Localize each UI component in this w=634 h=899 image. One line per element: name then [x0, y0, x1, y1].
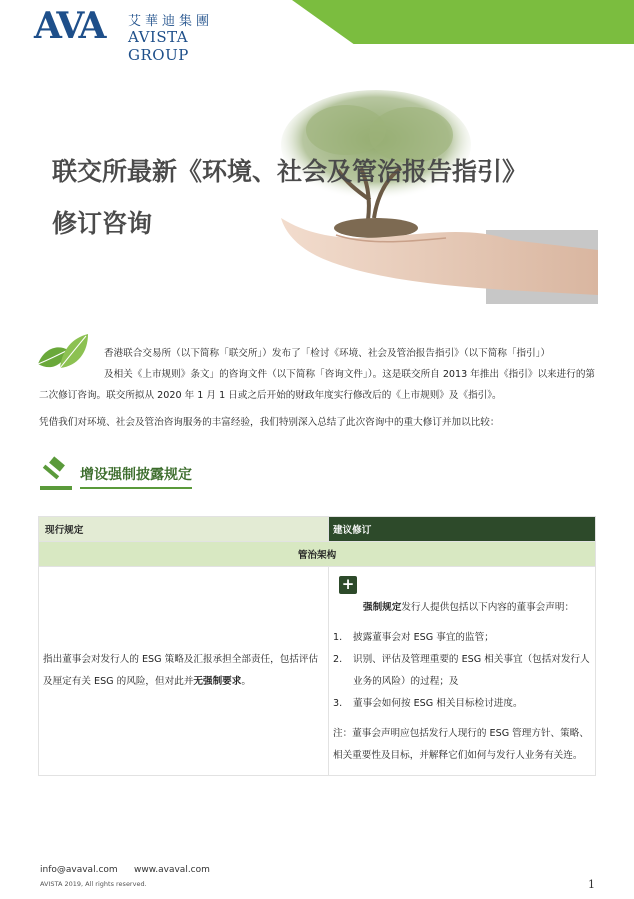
- intro-paragraph-2: 凭借我们对环境、社会及管治咨询服务的丰富经验，我们特别深入总结了此次咨询中的重大修订并加以比较：: [39, 417, 500, 428]
- header-green-banner: [292, 0, 634, 44]
- list-item: 1. 披露董事会对 ESG 事宜的监管；: [333, 632, 494, 643]
- footer-copyright: AVISTA 2019, All rights reserved.: [40, 880, 147, 888]
- footer-website: www.avaval.com: [134, 865, 210, 875]
- header-current-rules: 现行规定: [39, 517, 329, 542]
- proposed-rule-cell: [329, 567, 596, 776]
- title-line-2: 修订咨询: [52, 209, 153, 238]
- header-proposed-changes: 建议修订: [329, 517, 596, 542]
- current-rule-text: 指出董事会对发行人的 ESG 策略及汇报承担全部责任，包括评估及厘定有关 ESG 的风险，但对此并: [43, 654, 319, 687]
- logo-mark: AVA: [34, 5, 104, 47]
- footer-email: info@avaval.com: [40, 865, 118, 875]
- logo-chinese-name: 艾華迪集團: [128, 14, 214, 29]
- requirements-list: [333, 627, 591, 715]
- page-title: [52, 146, 572, 250]
- title-line-1: 联交所最新《环境、社会及管治报告指引》: [52, 157, 528, 186]
- proposed-lead-text: 发行人提供包括以下内容的董事会声明：: [401, 602, 575, 613]
- avista-logo: [34, 5, 254, 64]
- intro-paragraph-line-1: 香港联合交易所（以下简称「联交所」）发布了「检讨《环境、社会及管治报告指引》（以下简称「指引」）: [104, 348, 551, 359]
- intro-paragraph-continued: [39, 364, 599, 406]
- section-title: 增设强制披露规定: [80, 464, 192, 489]
- list-item: 3. 董事会如何按 ESG 相关目标检讨进度。: [333, 698, 523, 709]
- intro-paragraph-rest: 及相关《上市规则》条文」的咨询文件（以下简称「咨询文件」）。这是联交所自 2013 年推出《指引》以来进行的第二次修订咨询。联交所拟从 2020 年 1 月 1 日或之后开始的财政年度实行修改后的《上市规则》及《指引》。: [39, 369, 596, 401]
- current-rule-emphasis: 无强制要求: [193, 676, 242, 687]
- current-rule-cell: [39, 567, 329, 776]
- proposed-lead-emphasis: 强制规定: [363, 602, 402, 613]
- category-row: 管治架构: [39, 542, 596, 567]
- page-number: 1: [588, 878, 595, 891]
- list-item: 2. 识别、评估及管理重要的 ESG 相关事宜（包括对发行人业务的风险）的过程；及: [333, 654, 590, 687]
- comparison-table: [38, 516, 596, 776]
- logo-english-name: AVISTA GROUP: [128, 28, 189, 64]
- plus-icon: +: [339, 576, 357, 594]
- gavel-icon: [38, 456, 74, 492]
- current-rule-end: 。: [241, 676, 251, 687]
- note-text: 注：董事会声明应包括发行人现行的 ESG 管理方针、策略、相关重要性及目标，并解释它们如何与发行人业务有关连。: [333, 728, 589, 761]
